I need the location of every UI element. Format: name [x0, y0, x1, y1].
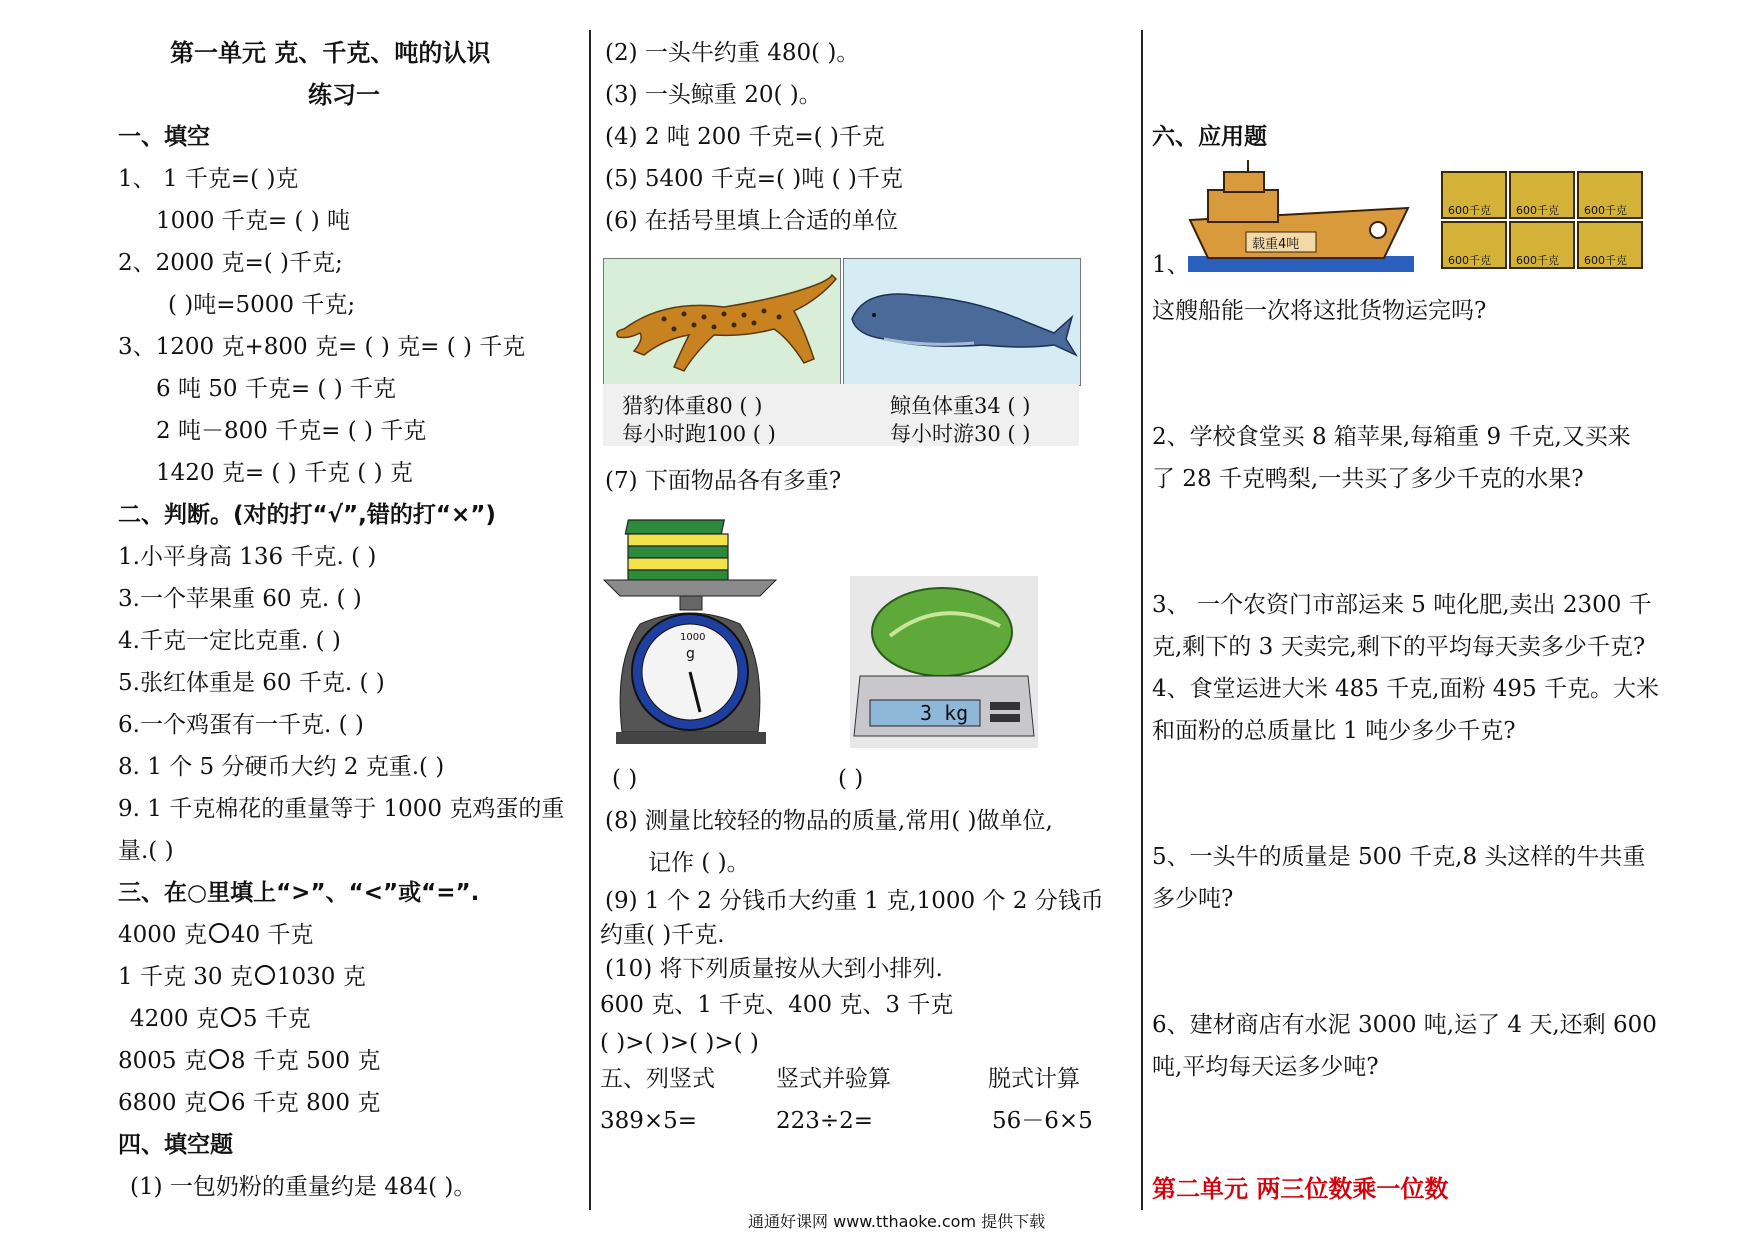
compare-right: 8 千克 500 克	[230, 1048, 381, 1074]
digital-scale-image	[850, 576, 1038, 748]
compare-left: 8005 克	[118, 1048, 207, 1074]
scale-display: 3 kg	[920, 701, 969, 725]
question-line: 约重( )千克.	[600, 922, 725, 948]
whale-icon	[844, 259, 1080, 385]
page-footer: 通通好课网 www.tthaoke.com 提供下载	[748, 1212, 1046, 1231]
box-label: 600千克	[1584, 204, 1627, 217]
caption-line: 每小时跑100 ( )	[622, 422, 776, 446]
section-heading: 一、填空	[118, 124, 210, 150]
question-line: 6 吨 50 千克= ( ) 千克	[156, 376, 396, 402]
section-heading: 六、应用题	[1152, 124, 1267, 150]
question-line: 多少吨?	[1152, 886, 1234, 912]
compare-left: 4000 克	[118, 922, 207, 948]
dial-unit: g	[686, 646, 695, 662]
question-number: 1、	[1152, 252, 1190, 278]
judge-line: 量.( )	[118, 838, 174, 864]
question-line: 1、 1 千克=( )克	[118, 166, 299, 192]
question-line: (4) 2 吨 200 千克=( )千克	[605, 124, 885, 150]
compare-right: 40 千克	[230, 922, 314, 948]
question-line: (9) 1 个 2 分钱币大约重 1 克,1000 个 2 分钱币	[605, 888, 1104, 914]
question-line: 2、学校食堂买 8 箱苹果,每箱重 9 千克,又买来	[1152, 424, 1631, 450]
question-line: (3) 一头鲸重 20( )。	[605, 82, 822, 108]
question-line: 600 克、1 千克、400 克、3 千克	[600, 992, 954, 1018]
caption-line: 每小时游30 ( )	[890, 422, 1031, 446]
dial-scale-icon	[600, 512, 780, 748]
question-line: 5、一头牛的质量是 500 千克,8 头这样的牛共重	[1152, 844, 1646, 870]
question-line: 4、食堂运进大米 485 千克,面粉 495 千克。大米	[1152, 676, 1659, 702]
question-line: ( )>( )>( )>( )	[600, 1030, 759, 1056]
question-line: (5) 5400 千克=( )吨 ( )千克	[605, 166, 903, 192]
question-line: 6、建材商店有水泥 3000 吨,运了 4 天,还剩 600	[1152, 1012, 1657, 1038]
compare-line	[118, 920, 313, 950]
section-heading: 五、列竖式	[600, 1066, 715, 1092]
question-line: 克,剩下的 3 天卖完,剩下的平均每天卖多少千克?	[1152, 634, 1646, 660]
judge-line: 6.一个鸡蛋有一千克. ( )	[118, 712, 364, 738]
box-label: 600千克	[1516, 254, 1559, 267]
compare-line	[130, 1004, 311, 1034]
question-line: ( )吨=5000 千克;	[168, 292, 356, 318]
question-line: (6) 在括号里填上合适的单位	[605, 208, 898, 234]
compare-circle[interactable]	[209, 1091, 229, 1111]
cheetah-icon	[604, 259, 840, 385]
judge-line: 9. 1 千克棉花的重量等于 1000 克鸡蛋的重	[118, 796, 565, 822]
answer-blank[interactable]: ( )	[612, 766, 638, 792]
question-line: (8) 测量比较轻的物品的质量,常用( )做单位,	[605, 808, 1053, 834]
compare-right: 5 千克	[242, 1006, 311, 1032]
question-line: 1000 千克= ( ) 吨	[156, 208, 350, 234]
question-line: 了 28 千克鸭梨,一共买了多少千克的水果?	[1152, 466, 1584, 492]
question-line: 吨,平均每天运多少吨?	[1152, 1054, 1379, 1080]
unit-title: 第一单元 克、千克、吨的认识	[170, 39, 491, 67]
digital-scale-icon	[850, 576, 1038, 748]
compare-line	[118, 962, 366, 992]
box-label: 600千克	[1448, 254, 1491, 267]
question-line: 1420 克= ( ) 千克 ( ) 克	[156, 460, 413, 486]
box-label: 600千克	[1448, 204, 1491, 217]
cargo-boxes-icon	[1438, 164, 1652, 272]
cargo-boxes-image	[1438, 164, 1652, 272]
question-line: (2) 一头牛约重 480( )。	[605, 40, 860, 66]
box-label: 600千克	[1516, 204, 1559, 217]
compare-circle[interactable]	[209, 1049, 229, 1069]
compare-circle[interactable]	[221, 1007, 241, 1027]
section-heading: 竖式并验算	[776, 1066, 891, 1092]
compare-right: 1030 克	[276, 964, 366, 990]
judge-line: 1.小平身高 136 千克. ( )	[118, 544, 377, 570]
ship-icon	[1188, 160, 1414, 272]
column-divider-2	[1141, 30, 1143, 1210]
question-line: 和面粉的总质量比 1 吨少多少千克?	[1152, 718, 1516, 744]
next-unit-title: 第二单元 两三位数乘一位数	[1152, 1175, 1449, 1203]
question-line: 3、 一个农资门市部运来 5 吨化肥,卖出 2300 千	[1152, 592, 1652, 618]
expression: 223÷2=	[776, 1108, 874, 1134]
question-line: (1) 一包奶粉的重量约是 484( )。	[130, 1174, 477, 1200]
judge-line: 8. 1 个 5 分硬币大约 2 克重.( )	[118, 754, 445, 780]
compare-line	[118, 1088, 380, 1118]
judge-line: 4.千克一定比克重. ( )	[118, 628, 341, 654]
judge-line: 3.一个苹果重 60 克. ( )	[118, 586, 362, 612]
question-line: 2 吨－800 千克= ( ) 千克	[156, 418, 427, 444]
ship-label: 载重4吨	[1252, 237, 1300, 252]
dial-scale-image	[600, 512, 780, 748]
section-heading: 三、在○里填上“>”、“<”或“=”.	[118, 880, 480, 906]
compare-circle[interactable]	[255, 965, 275, 985]
dial-label: 1000	[680, 632, 706, 643]
section-heading: 二、判断。(对的打“√”,错的打“×”)	[118, 502, 496, 528]
judge-line: 5.张红体重是 60 千克. ( )	[118, 670, 385, 696]
answer-blank[interactable]: ( )	[838, 766, 864, 792]
question-line: (7) 下面物品各有多重?	[605, 468, 842, 494]
cheetah-image	[603, 258, 841, 386]
question-line: 这艘船能一次将这批货物运完吗?	[1152, 298, 1487, 324]
compare-left: 4200 克	[130, 1006, 219, 1032]
compare-circle[interactable]	[209, 923, 229, 943]
column-divider-1	[589, 30, 591, 1210]
ship-image	[1188, 160, 1414, 272]
compare-right: 6 千克 800 克	[230, 1090, 381, 1116]
question-line: (10) 将下列质量按从大到小排列.	[605, 956, 943, 982]
expression: 56－6×5	[992, 1108, 1093, 1134]
whale-image	[843, 258, 1081, 386]
box-label: 600千克	[1584, 254, 1627, 267]
question-line: 记作 ( )。	[648, 850, 750, 876]
compare-line	[118, 1046, 380, 1076]
section-heading: 脱式计算	[988, 1066, 1080, 1092]
caption-line: 猎豹体重80 ( )	[622, 394, 763, 418]
expression: 389×5=	[600, 1108, 698, 1134]
question-line: 3、1200 克+800 克= ( ) 克= ( ) 千克	[118, 334, 526, 360]
section-heading: 四、填空题	[118, 1132, 233, 1158]
question-line: 2、2000 克=( )千克;	[118, 250, 343, 276]
caption-line: 鲸鱼体重34 ( )	[890, 394, 1031, 418]
compare-left: 6800 克	[118, 1090, 207, 1116]
compare-left: 1 千克 30 克	[118, 964, 253, 990]
exercise-title: 练习一	[308, 81, 380, 109]
